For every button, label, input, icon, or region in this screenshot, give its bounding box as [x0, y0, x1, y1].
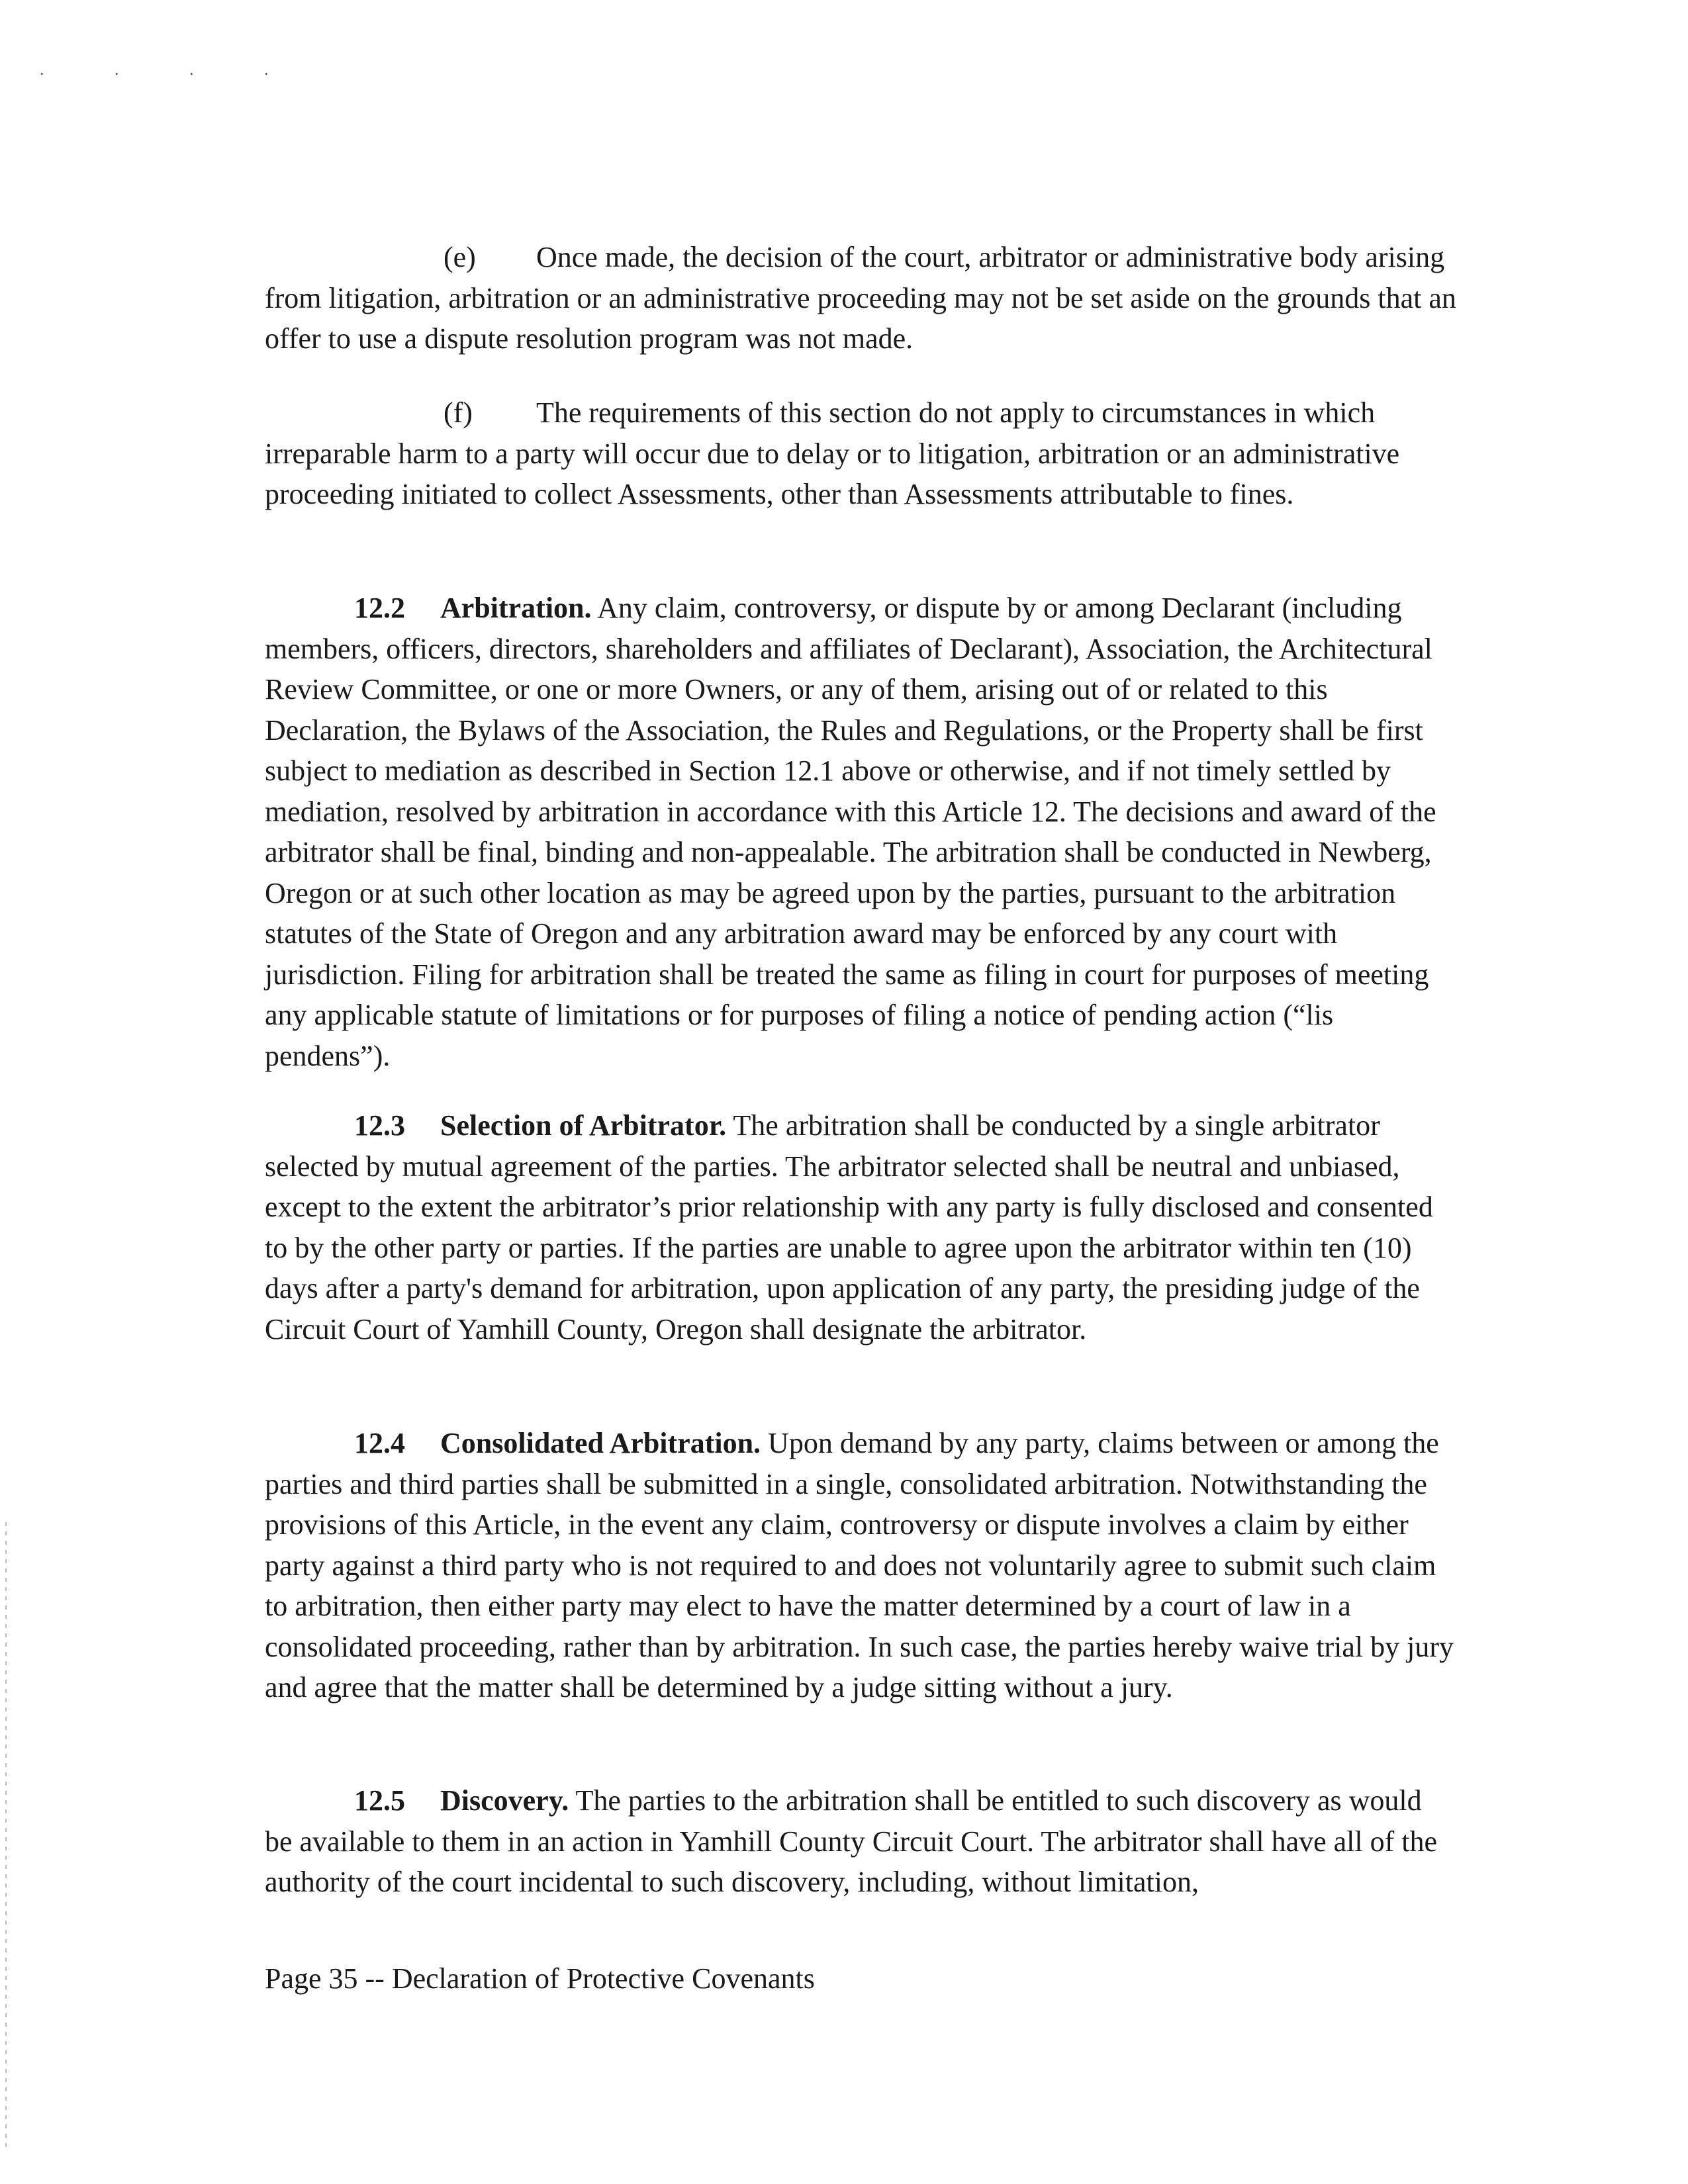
section-12-2-number: 12.2 [354, 592, 405, 624]
section-12-2-title: Arbitration. [440, 592, 592, 624]
section-12-5 [265, 1780, 1456, 1903]
section-12-3-number: 12.3 [354, 1109, 405, 1142]
section-12-4-title: Consolidated Arbitration. [440, 1427, 761, 1459]
section-12-3-text: The arbitration shall be conducted by a single arbitrator selected by mutual agreement of the parties. The arbitrator selected shall be neutral and unbiased, except to the extent the arbitrator’s prior relationship with any party is fully disclosed and consented to by the other party or parties. If the parties are unable to agree upon the arbitrator within ten (10) days after a party's demand for arbitration, upon application of any party, the presiding judge of the Circuit Court of Yamhill County, Oregon shall designate the arbitrator. [265, 1109, 1433, 1345]
paragraph-f-label: (f) [444, 396, 473, 429]
scan-edge-mark [5, 1522, 7, 2151]
section-12-2 [265, 588, 1456, 1076]
paragraph-e [265, 237, 1456, 359]
paragraph-f-text: The requirements of this section do not apply to circumstances in which irreparable harm to a party will occur due to delay or to litigation, arbitration or an administrative proceeding initiated to collect Assessments, other than Assessments attributable to fines. [265, 396, 1400, 510]
section-12-4-text: Upon demand by any party, claims between or among the parties and third parties shall be submitted in a single, consolidated arbitration. Notwithstanding the provisions of this Article, in the event any claim, controversy or dispute involves a claim by either party against a third party who is not required to and does not voluntarily agree to submit such claim to arbitration, then either party may elect to have the matter determined by a court of law in a consolidated proceeding, rather than by arbitration. In such case, the parties hereby waive trial by jury and agree that the matter shall be determined by a judge sitting without a jury. [265, 1427, 1454, 1704]
section-12-3-title: Selection of Arbitrator. [440, 1109, 727, 1142]
section-12-5-text: The parties to the arbitration shall be entitled to such discovery as would be available to them in an action in Yamhill County Circuit Court. The arbitrator shall have all of the authority of the court incidental to such discovery, including, without limitation, [265, 1784, 1438, 1898]
paragraph-f [265, 392, 1456, 515]
section-12-3 [265, 1105, 1456, 1349]
section-12-4 [265, 1423, 1456, 1708]
scan-specks: . . . . [40, 60, 302, 79]
page-footer: Page 35 -- Declaration of Protective Covenants [265, 1962, 815, 1995]
section-12-5-title: Discovery. [440, 1784, 569, 1817]
paragraph-e-label: (e) [444, 241, 476, 273]
section-12-2-text: Any claim, controversy, or dispute by or among Declarant (including members, officers, directors, shareholders and affiliates of Declarant), Association, the Architectural Review Committee, or one or more Owners, or any of them, arising out of or related to this Declaration, the Bylaws of the Association, the Rules and Regulations, or the Property shall be first subject to mediation as described in Section 12.1 above or otherwise, and if not timely settled by mediation, resolved by arbitration in accordance with this Article 12. The decisions and award of the arbitrator shall be final, binding and non-appealable. The arbitration shall be conducted in Newberg, Oregon or at such other location as may be agreed upon by the parties, pursuant to the arbitration statutes of the State of Oregon and any arbitration award may be enforced by any court with jurisdiction. Filing for arbitration shall be treated the same as filing in court for purposes of meeting any applicable statute of limitations or for purposes of filing a notice of pending action (“lis pendens”). [265, 592, 1436, 1072]
section-12-5-number: 12.5 [354, 1784, 405, 1817]
section-12-4-number: 12.4 [354, 1427, 405, 1459]
paragraph-e-text: Once made, the decision of the court, arbitrator or administrative body arising from litigation, arbitration or an administrative proceeding may not be set aside on the grounds that an offer to use a dispute resolution program was not made. [265, 241, 1456, 355]
